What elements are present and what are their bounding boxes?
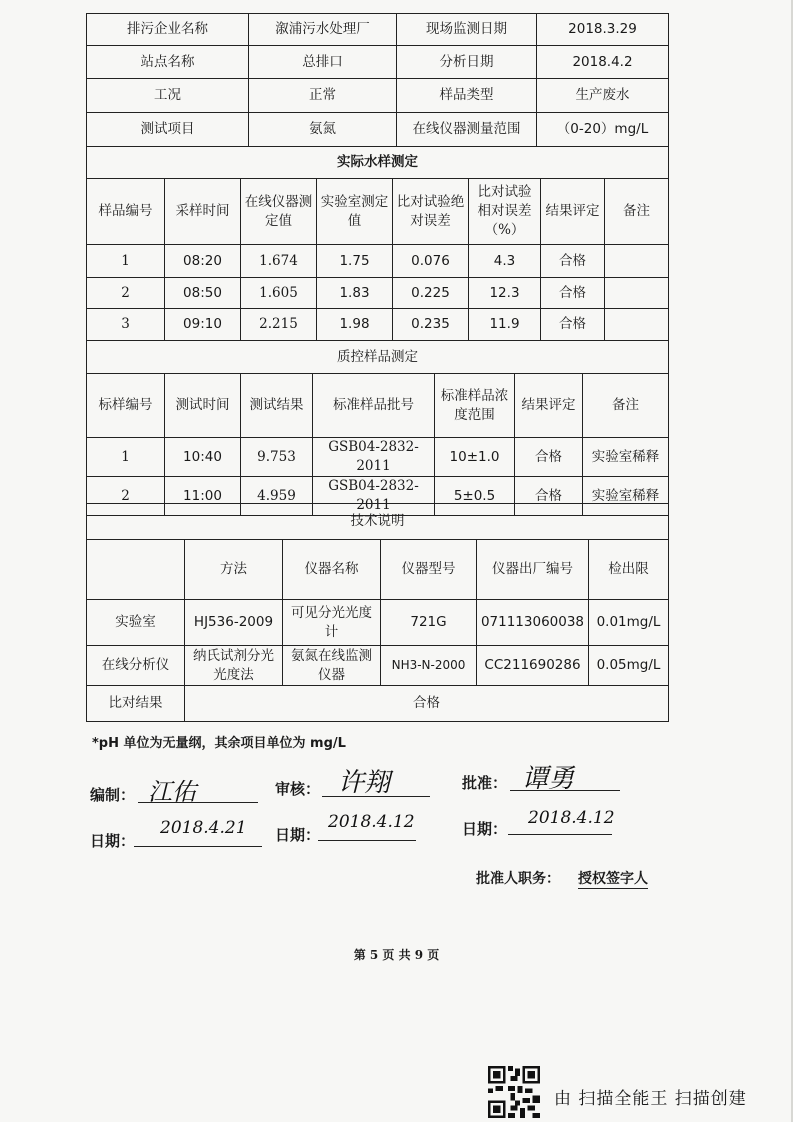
info-value: 溆浦污水处理厂 xyxy=(249,14,397,46)
column-header xyxy=(87,540,185,600)
table-row xyxy=(87,600,669,646)
review-date-line xyxy=(318,840,416,841)
qc-sample-table xyxy=(86,340,669,516)
info-table xyxy=(86,13,669,147)
approve-date-line xyxy=(508,834,612,835)
column-header: 测试时间 xyxy=(165,374,241,438)
table-cell: 1.605 xyxy=(241,278,317,309)
section-title: 实际水样测定 xyxy=(87,147,669,179)
review-signature: 许翔 xyxy=(338,768,391,798)
column-header: 实验室测定值 xyxy=(317,179,393,245)
table-cell xyxy=(605,245,669,278)
table-row xyxy=(87,646,669,686)
table-cell xyxy=(605,278,669,309)
info-label: 在线仪器测量范围 xyxy=(397,113,537,147)
review-date-label: 日期： xyxy=(275,826,321,844)
table-cell: 11:00 xyxy=(165,477,241,516)
table-cell: 5±0.5 xyxy=(435,477,515,516)
table-cell: 2 xyxy=(87,477,165,516)
info-row xyxy=(87,46,669,79)
info-value: （0-20）mg/L xyxy=(537,113,669,147)
table-cell: 合格 xyxy=(541,309,605,341)
table-cell: 071113060038 xyxy=(477,600,589,646)
table-cell: 1 xyxy=(87,245,165,278)
table-cell: 0.05mg/L xyxy=(589,646,669,686)
page-number: 第 5 页 共 9 页 xyxy=(353,948,440,962)
table-cell: CC211690286 xyxy=(477,646,589,686)
review-label: 审核： xyxy=(275,780,321,798)
column-header: 标准样品浓度范围 xyxy=(435,374,515,438)
column-header: 标准样品批号 xyxy=(313,374,435,438)
table-cell: GSB04-2832-2011 xyxy=(313,438,435,477)
table-row xyxy=(87,245,669,278)
table-cell: 0.076 xyxy=(393,245,469,278)
table-cell: 08:50 xyxy=(165,278,241,309)
table-cell: 4.959 xyxy=(241,477,313,516)
table-row xyxy=(87,686,669,722)
column-header: 测试结果 xyxy=(241,374,313,438)
table-cell: 1.83 xyxy=(317,278,393,309)
info-value: 氨氮 xyxy=(249,113,397,147)
info-label: 测试项目 xyxy=(87,113,249,147)
approve-date: 2018.4.12 xyxy=(528,808,615,828)
approver-title-label: 批准人职务： xyxy=(476,871,560,887)
table-cell: 可见分光光度计 xyxy=(283,600,381,646)
column-header: 样品编号 xyxy=(87,179,165,245)
table-cell: 721G xyxy=(381,600,477,646)
table-header-row xyxy=(87,179,669,245)
scanner-footer-text: 由 扫描全能王 扫描创建 xyxy=(554,1089,747,1109)
table-cell: 12.3 xyxy=(469,278,541,309)
column-header: 备注 xyxy=(605,179,669,245)
table-cell: 4.3 xyxy=(469,245,541,278)
table-header-row xyxy=(87,374,669,438)
result-value: 合格 xyxy=(185,686,669,722)
table-cell: 08:20 xyxy=(165,245,241,278)
column-header: 标样编号 xyxy=(87,374,165,438)
approve-date-label: 日期： xyxy=(462,820,508,838)
info-value: 2018.3.29 xyxy=(537,14,669,46)
table-cell: 2.215 xyxy=(241,309,317,341)
actual-sample-table xyxy=(86,146,669,341)
table-cell: HJ536-2009 xyxy=(185,600,283,646)
result-label: 比对结果 xyxy=(87,686,185,722)
approver-title-value: 授权签字人 xyxy=(578,868,648,889)
info-value: 总排口 xyxy=(249,46,397,79)
table-cell: 0.235 xyxy=(393,309,469,341)
info-label: 排污企业名称 xyxy=(87,14,249,46)
table-cell: 3 xyxy=(87,309,165,341)
compile-date-label: 日期： xyxy=(90,832,136,850)
table-cell: 实验室稀释 xyxy=(583,438,669,477)
unit-note: *pH 单位为无量纲，其余项目单位为 mg/L xyxy=(92,736,346,751)
table-cell: 合格 xyxy=(541,278,605,309)
info-label: 站点名称 xyxy=(87,46,249,79)
column-header: 备注 xyxy=(583,374,669,438)
table-cell: 实验室稀释 xyxy=(583,477,669,516)
table-cell: 在线分析仪 xyxy=(87,646,185,686)
compile-label: 编制： xyxy=(90,786,136,804)
column-header: 方法 xyxy=(185,540,283,600)
qr-code-icon xyxy=(488,1066,540,1122)
table-row xyxy=(87,278,669,309)
column-header: 检出限 xyxy=(589,540,669,600)
table-cell: 合格 xyxy=(515,438,583,477)
column-header: 结果评定 xyxy=(541,179,605,245)
column-header: 仪器名称 xyxy=(283,540,381,600)
table-cell: 1.674 xyxy=(241,245,317,278)
info-row xyxy=(87,14,669,46)
info-label: 分析日期 xyxy=(397,46,537,79)
table-cell: 11.9 xyxy=(469,309,541,341)
table-header-row xyxy=(87,540,669,600)
section-title: 技术说明 xyxy=(87,504,669,540)
column-header: 比对试验绝对误差 xyxy=(393,179,469,245)
table-cell xyxy=(605,309,669,341)
approve-signature: 谭勇 xyxy=(522,764,575,794)
review-date: 2018.4.12 xyxy=(328,812,415,832)
table-cell: 1 xyxy=(87,438,165,477)
compile-date: 2018.4.21 xyxy=(160,818,247,838)
table-cell: 2 xyxy=(87,278,165,309)
info-label: 现场监测日期 xyxy=(397,14,537,46)
column-header: 仪器型号 xyxy=(381,540,477,600)
table-row xyxy=(87,438,669,477)
column-header: 仪器出厂编号 xyxy=(477,540,589,600)
table-cell: 0.225 xyxy=(393,278,469,309)
tech-table xyxy=(86,503,669,722)
info-label: 工况 xyxy=(87,79,249,113)
table-cell: 合格 xyxy=(515,477,583,516)
table-cell: 10:40 xyxy=(165,438,241,477)
table-cell: 10±1.0 xyxy=(435,438,515,477)
column-header: 比对试验相对误差（%） xyxy=(469,179,541,245)
info-row xyxy=(87,113,669,147)
info-value: 2018.4.2 xyxy=(537,46,669,79)
info-label: 样品类型 xyxy=(397,79,537,113)
table-cell: 纳氏试剂分光光度法 xyxy=(185,646,283,686)
table-cell: 1.75 xyxy=(317,245,393,278)
table-cell: NH3-N-2000 xyxy=(381,646,477,686)
table-cell: 9.753 xyxy=(241,438,313,477)
table-cell: 0.01mg/L xyxy=(589,600,669,646)
table-row xyxy=(87,309,669,341)
column-header: 在线仪器测定值 xyxy=(241,179,317,245)
info-value: 生产废水 xyxy=(537,79,669,113)
info-row xyxy=(87,79,669,113)
table-cell: 1.98 xyxy=(317,309,393,341)
column-header: 结果评定 xyxy=(515,374,583,438)
table-cell: 氨氮在线监测仪器 xyxy=(283,646,381,686)
table-cell: GSB04-2832-2011 xyxy=(313,477,435,516)
table-cell: 实验室 xyxy=(87,600,185,646)
compile-signature: 江佑 xyxy=(148,778,196,806)
info-value: 正常 xyxy=(249,79,397,113)
compile-date-line xyxy=(134,846,262,847)
table-cell: 09:10 xyxy=(165,309,241,341)
approve-label: 批准： xyxy=(462,774,508,792)
table-cell: 合格 xyxy=(541,245,605,278)
column-header: 采样时间 xyxy=(165,179,241,245)
section-title: 质控样品测定 xyxy=(87,341,669,374)
